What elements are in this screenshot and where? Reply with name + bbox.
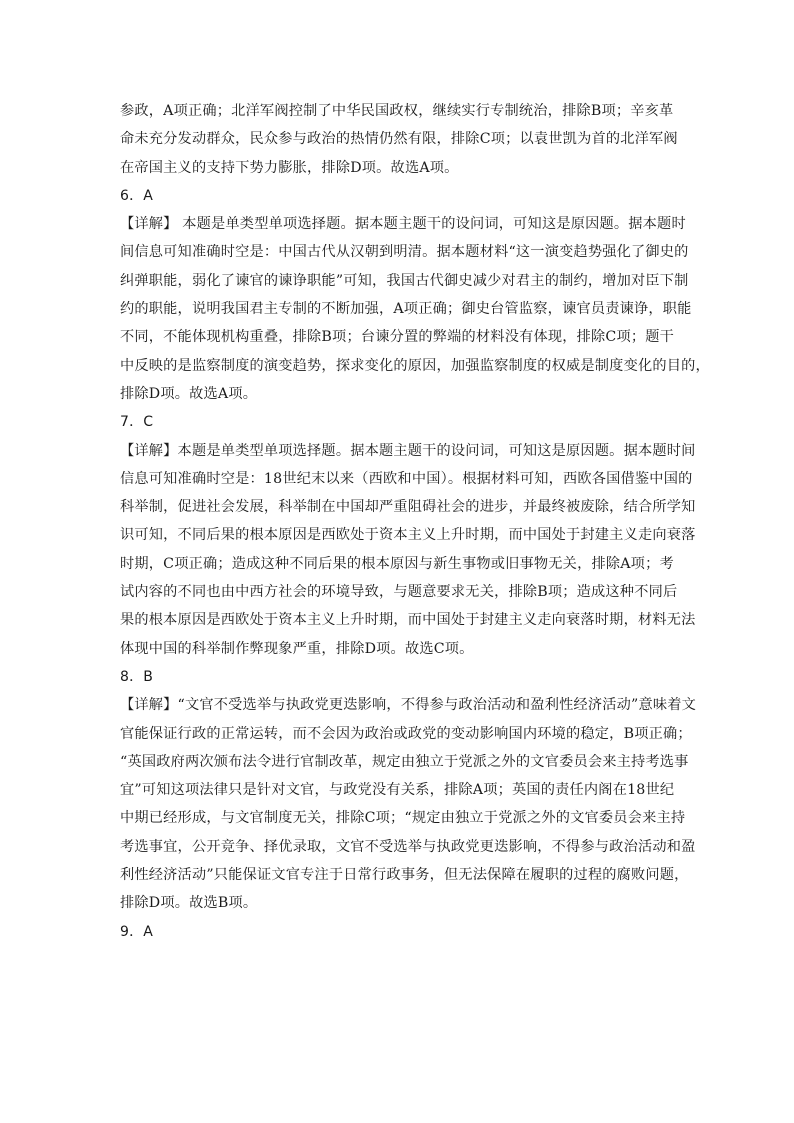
text-line: 约的职能，说明我国君主专制的不断加强，A项正确；御史台管监察，谏官员责谏诤，职能 <box>120 301 692 318</box>
question-number: 7．C <box>120 414 154 431</box>
text-line: “英国政府两次颁布法令进行官制改革，规定由独立于党派之外的文官委员会来主持考选事 <box>120 753 689 770</box>
text-line: 体现中国的科举制作弊现象严重，排除D项。故选C项。 <box>120 640 474 657</box>
text-line: 信息可知准确时空是：18世纪末以来（西欧和中国）。根据材料可知，西欧各国借鉴中国的 <box>120 470 693 487</box>
text-line: 纠弹职能，弱化了谏官的谏诤职能”可知，我国古代御史减少对君主的制约，增加对臣下制 <box>120 272 689 289</box>
text-line: 在帝国主义的支持下势力膨胀，排除D项。故选A项。 <box>120 159 459 176</box>
text-line: 中反映的是监察制度的演变趋势，探求变化的原因，加强监察制度的权威是制度变化的目的， <box>120 357 710 374</box>
text-line: 科举制，促进社会发展，科举制在中国却严重阻碍社会的进步，并最终被废除，结合所学知 <box>120 499 696 516</box>
text-line: 【详解】本题是单类型单项选择题。据本题主题干的设问词，可知这是原因题。据本题时间 <box>120 442 696 459</box>
text-line: 考选事宜，公开竞争、择优录取，文官不受选举与执政党更迭影响，不得参与政治活动和盈 <box>120 838 696 855</box>
text-line: 中期已经形成，与文官制度无关，排除C项；“规定由独立于党派之外的文官委员会来主持 <box>120 810 686 827</box>
text-line: 命未充分发动群众，民众参与政治的热情仍然有限，排除C项；以袁世凯为首的北洋军阀 <box>120 131 678 148</box>
text-line: 排除D项。故选A项。 <box>120 385 258 402</box>
text-line: 【详解】“文官不受选举与执政党更迭影响，不得参与政治活动和盈利性经济活动”意味着文 <box>120 697 697 714</box>
text-line: 时期，C项正确；造成这种不同后果的根本原因与新生事物或旧事物无关，排除A项；考 <box>120 555 674 572</box>
text-line: 试内容的不同也由中西方社会的环境导致，与题意要求无关，排除B项；造成这种不同后 <box>120 584 678 601</box>
question-number: 8．B <box>120 668 154 685</box>
text-line: 间信息可知准确时空是：中国古代从汉朝到明清。据本题材料“这一演变趋势强化了御史的 <box>120 244 689 261</box>
text-line: 参政，A项正确；北洋军阀控制了中华民国政权，继续实行专制统治，排除B项；辛亥革 <box>120 103 674 119</box>
question-number: 9．A <box>120 923 154 940</box>
text-line: 官能保证行政的正常运转，而不会因为政治或政党的变动影响国内环境的稳定，B项正确； <box>120 725 692 742</box>
answer-explanations <box>120 97 710 946</box>
text-line: 不同，不能体现机构重叠，排除B项；台谏分置的弊端的材料没有体现，排除C项；题干 <box>120 329 675 346</box>
text-line: 利性经济活动”只能保证文官专注于日常行政事务，但无法保障在履职的过程的腐败问题， <box>120 867 689 884</box>
text-line: 识可知，不同后果的根本原因是西欧处于资本主义上升时期，而中国处于封建主义走向衰落 <box>120 527 696 544</box>
text-line: 宜”可知这项法律只是针对文官，与政党没有关系，排除A项；英国的责任内阁在18世纪 <box>120 782 675 799</box>
text-line: 【详解】 本题是单类型单项选择题。据本题主题干的设问词，可知这是原因题。据本题时 <box>120 216 686 233</box>
question-number: 6．A <box>120 187 154 204</box>
text-line: 排除D项。故选B项。 <box>120 895 258 912</box>
text-line: 果的根本原因是西欧处于资本主义上升时期，而中国处于封建主义走向衰落时期，材料无法 <box>120 612 696 629</box>
